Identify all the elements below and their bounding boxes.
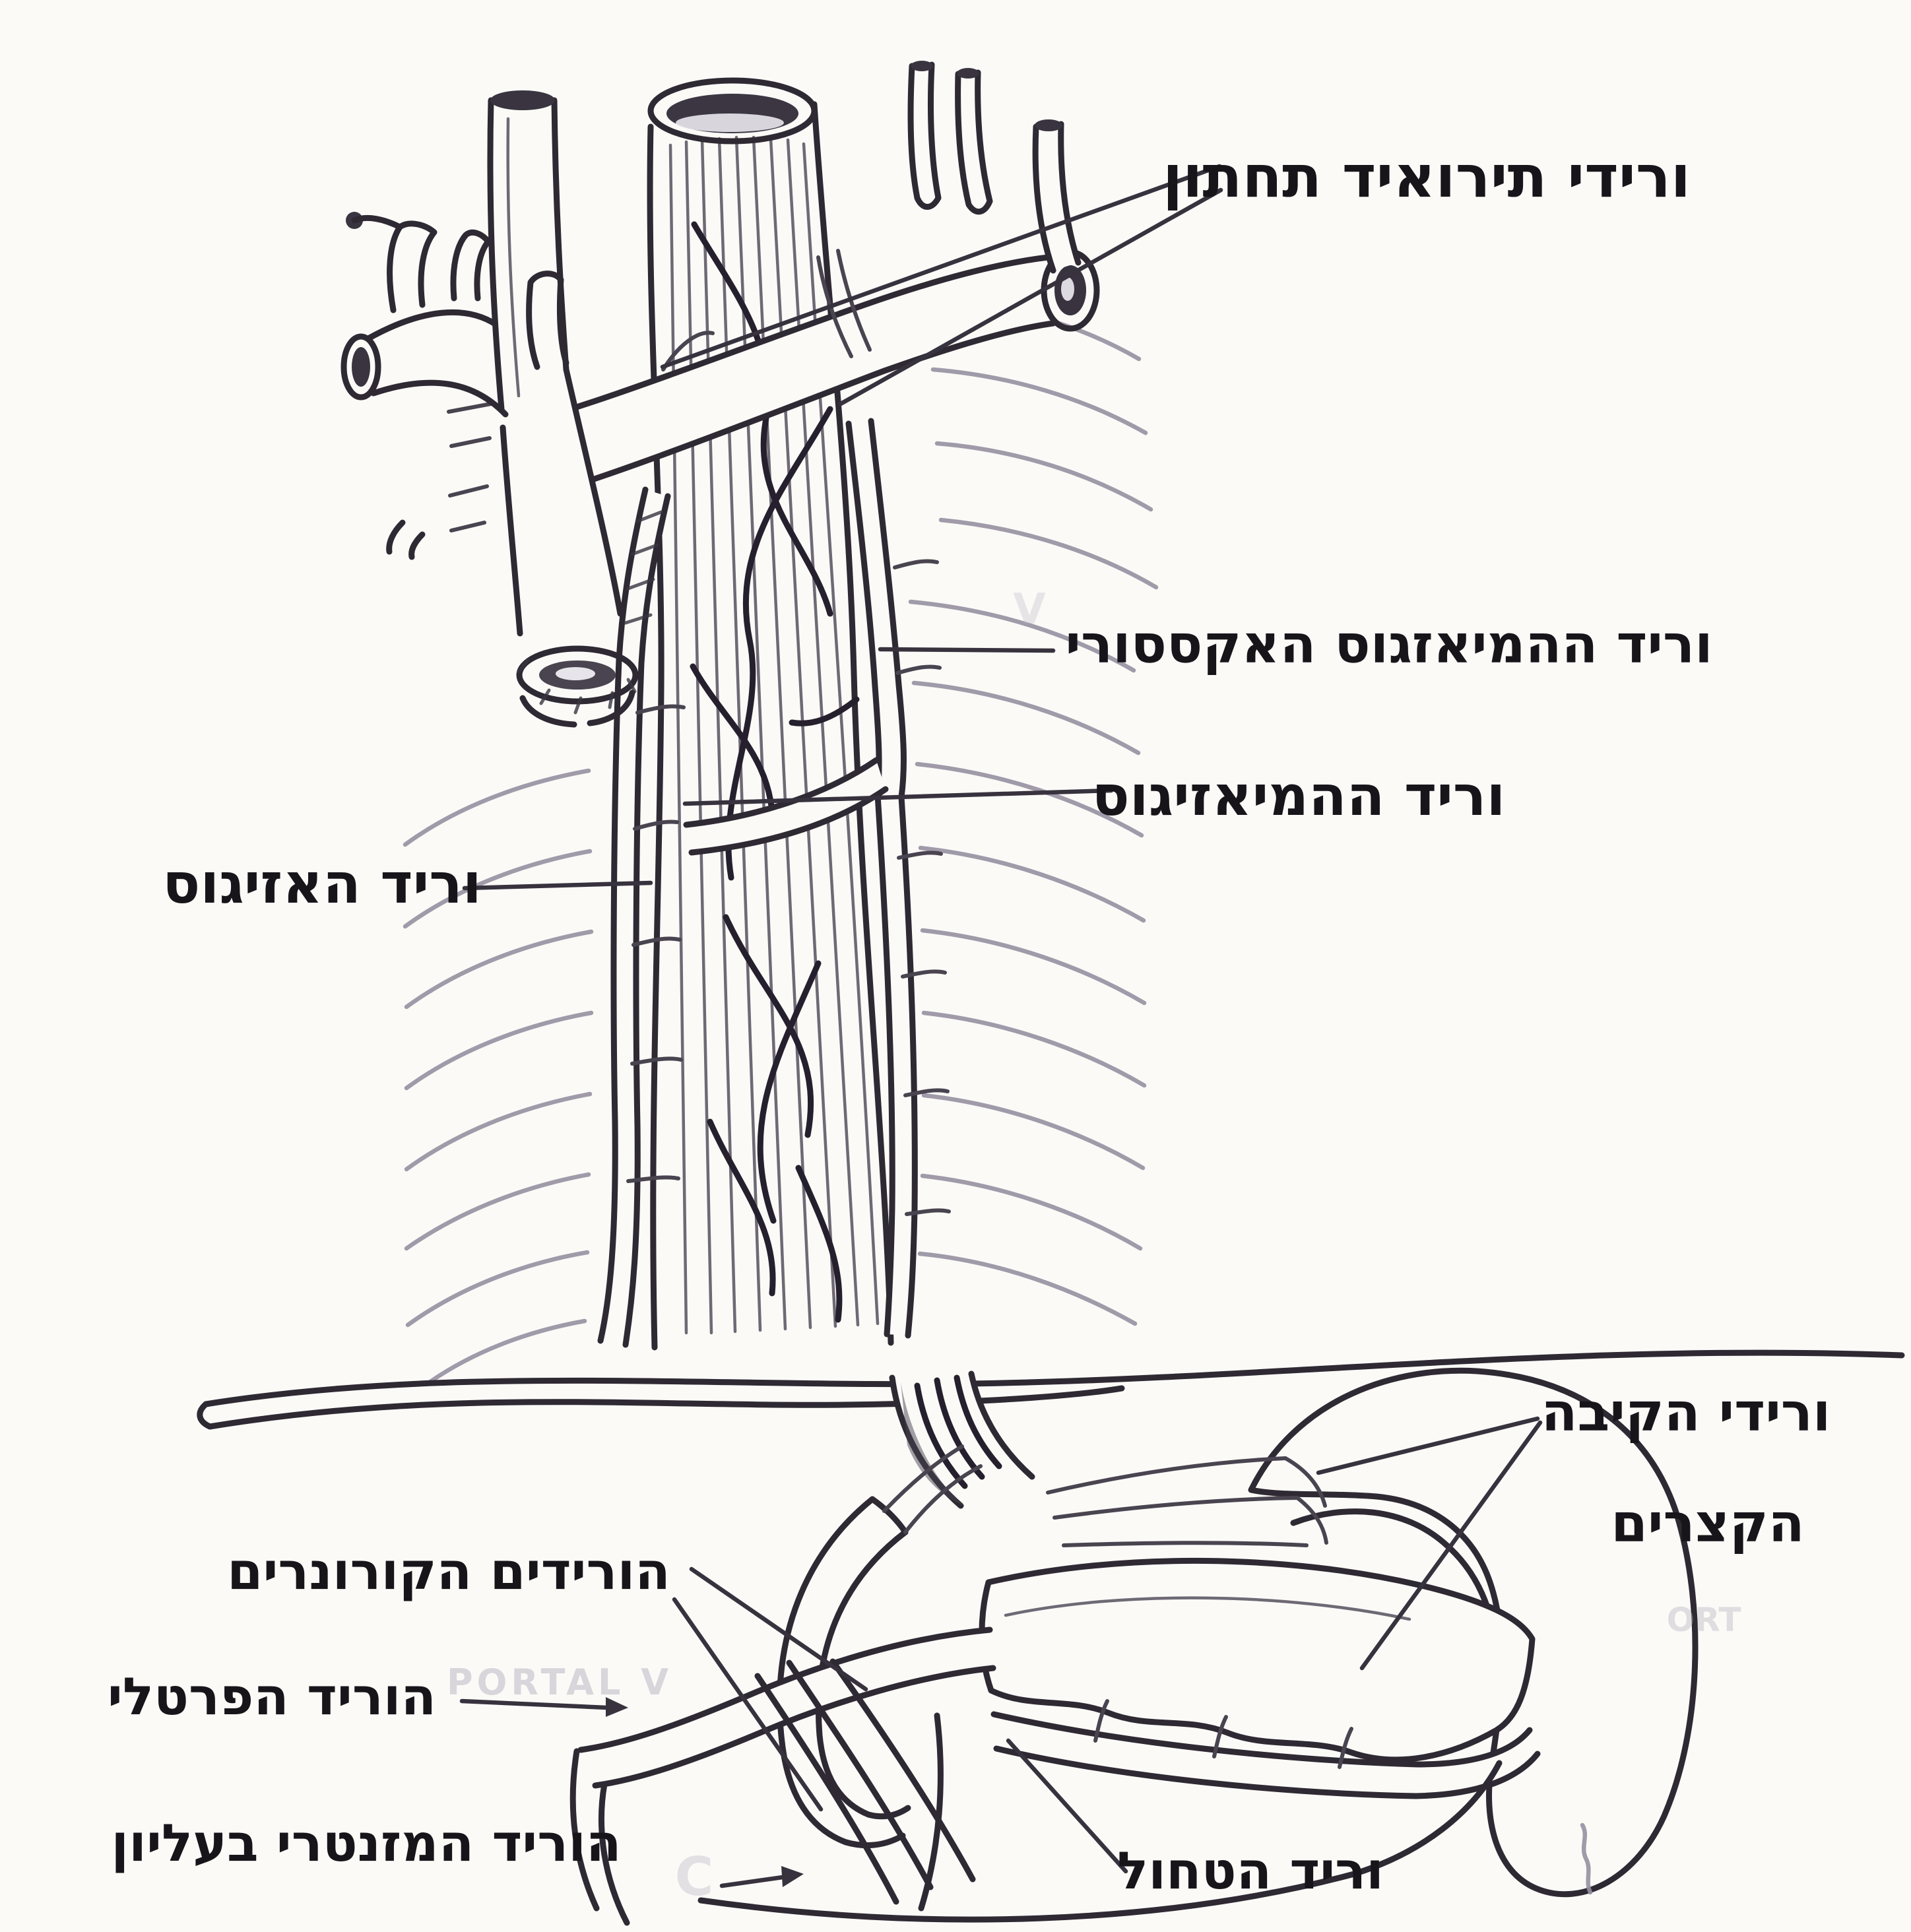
svc-cut-highlight: [556, 667, 595, 680]
label-azygos-vein: וריד האזיגוס: [162, 851, 482, 916]
thyroid-stump-3-tip: [1035, 119, 1062, 131]
label-short-gastric-veins-line1: ורידי הקיבה: [1541, 1382, 1831, 1443]
label-portal-vein: הוריד הפרטלי: [107, 1667, 437, 1727]
label-superior-mesenteric-vein: הוריד המזנטרי בעליון: [111, 1814, 622, 1873]
thyroid-stump-2-tip: [957, 68, 979, 79]
esophagus-left-edge: [650, 127, 661, 1347]
ghost-c-text: C: [674, 1846, 714, 1908]
label-inferior-thyroid-veins: ורידי תירואיד תחתון: [1162, 143, 1691, 210]
horn-stub-1: [390, 224, 434, 310]
leader-accessory-hemiazygos: [880, 649, 1053, 651]
thyroid-stump-2: [958, 73, 990, 212]
horn-stub-lower: [389, 523, 422, 557]
ghost-ort-text: ORT: [1666, 1601, 1741, 1639]
label-hemiazygos-vein: וריד ההמיאזיגוס: [1091, 763, 1506, 828]
horn-stub-2: [453, 232, 488, 298]
abdominal-esophagus: [892, 1374, 1032, 1506]
label-accessory-hemiazygos-vein: וריד ההמיאזגוס האקססורי: [1065, 614, 1713, 675]
leader-smv: [722, 1877, 783, 1886]
ghost-v-text: V: [1013, 585, 1046, 634]
azygos-vein: [600, 490, 684, 1345]
esophagus: [650, 80, 891, 1347]
leader-smv-arrowhead: [781, 1866, 804, 1887]
esophagus-lumen-highlight: [676, 113, 784, 132]
label-splenic-vein: וריד הטחול: [1117, 1842, 1384, 1901]
right-trunk-cut-top: [490, 90, 555, 110]
diaphragm-left-curl: [200, 1404, 210, 1427]
thyroid-stump-1-tip: [911, 61, 933, 71]
label-coronary-veins: הורידים הקורונרים: [227, 1542, 670, 1601]
thyroid-stump-1: [911, 65, 938, 207]
ghost-portal-vein-text: PORTAL V: [446, 1661, 673, 1703]
hemiazygos-system: [686, 421, 949, 1336]
left-horn-cut-lumen: [352, 347, 370, 387]
label-short-gastric-veins-line2: הקצרים: [1611, 1493, 1805, 1554]
